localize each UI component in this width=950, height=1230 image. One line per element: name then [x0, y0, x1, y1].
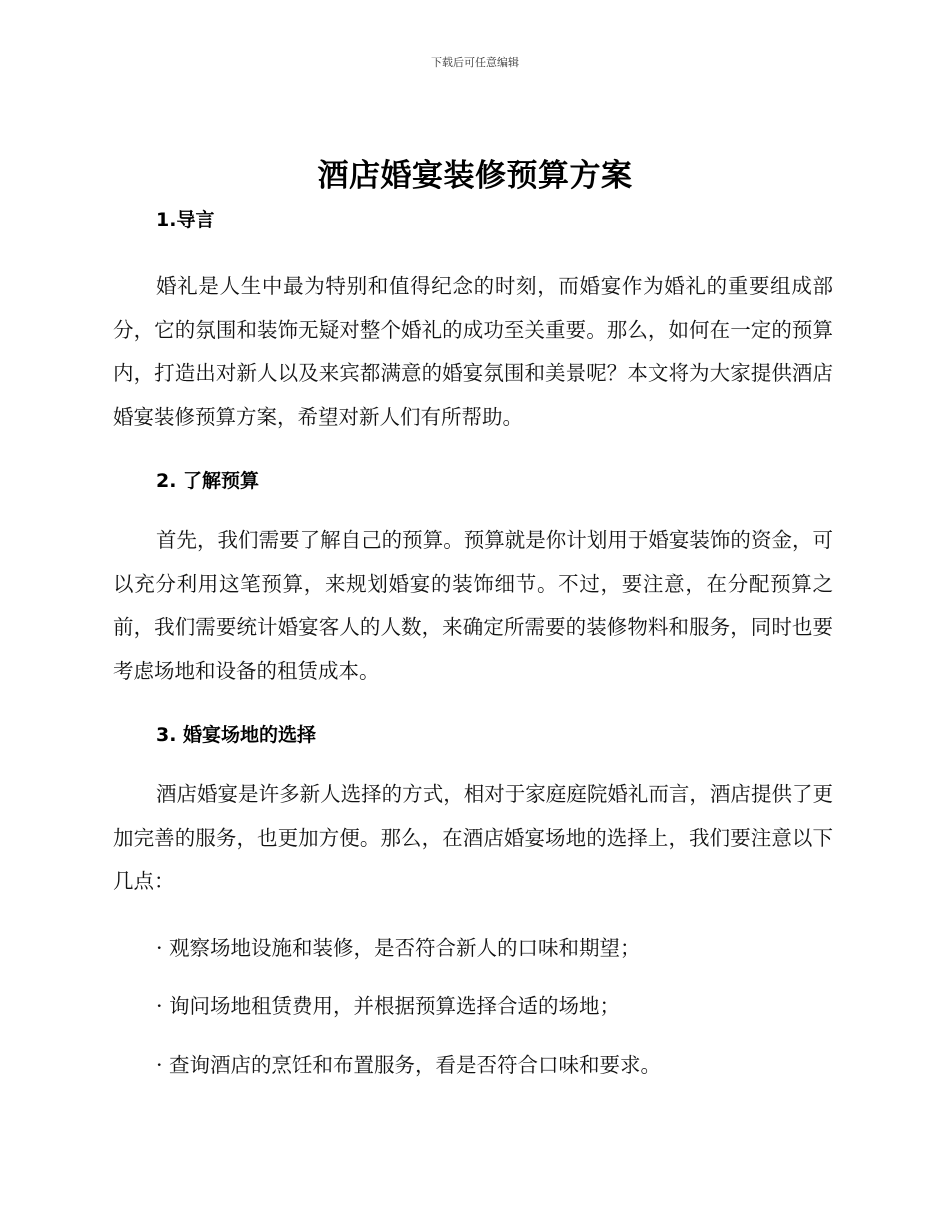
- section-paragraph-venue: 酒店婚宴是许多新人选择的方式，相对于家庭庭院婚礼而言，酒店提供了更加完善的服务，也更加方便。那么，在酒店婚宴场地的选择上，我们要注意以下几点：: [113, 782, 833, 893]
- section-heading-introduction: 1.导言: [156, 209, 215, 231]
- section-heading-venue: 3. 婚宴场地的选择: [156, 724, 317, 746]
- list-item: · 查询酒店的烹饪和布置服务，看是否符合口味和要求。: [156, 1052, 662, 1077]
- section-paragraph-budget: 首先，我们需要了解自己的预算。预算就是你计划用于婚宴装饰的资金，可以充分利用这笔预算，来规划婚宴的装饰细节。不过，要注意，在分配预算之前，我们需要统计婚宴客人的人数，来确定所需要的装修物料和服务，同时也要考虑场地和设备的租赁成本。: [113, 528, 833, 683]
- header-note: 下载后可任意编辑: [431, 56, 519, 69]
- document-body: [113, 206, 833, 1079]
- list-item: · 观察场地设施和装修，是否符合新人的口味和期望；: [156, 935, 641, 960]
- section-paragraph-introduction: 婚礼是人生中最为特别和值得纪念的时刻，而婚宴作为婚礼的重要组成部分，它的氛围和装饰无疑对整个婚礼的成功至关重要。那么，如何在一定的预算内，打造出对新人以及来宾都满意的婚宴氛围和美景呢？本文将为大家提供酒店婚宴装修预算方案，希望对新人们有所帮助。: [113, 274, 833, 429]
- document-title: 酒店婚宴装修预算方案: [317, 158, 633, 194]
- section-heading-budget: 2. 了解预算: [156, 470, 260, 492]
- list-item: · 询问场地租赁费用，并根据预算选择合适的场地；: [156, 993, 621, 1018]
